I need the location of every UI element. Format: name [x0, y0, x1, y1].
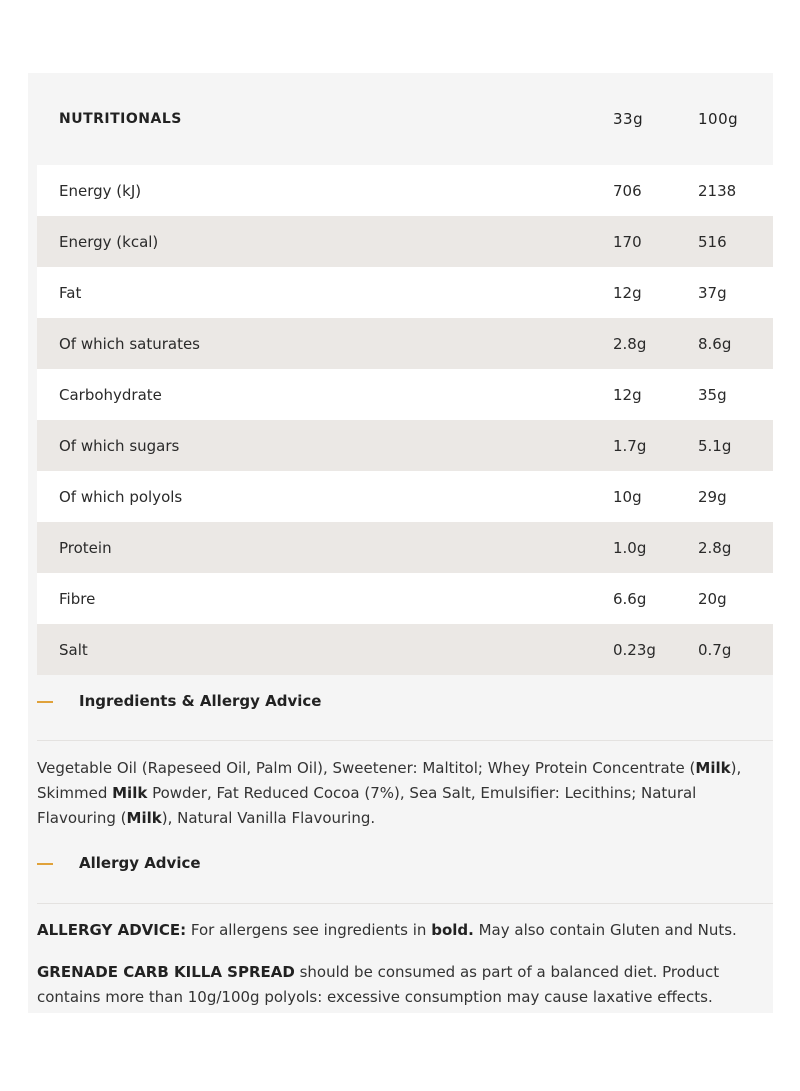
row-per100: 29g	[698, 487, 727, 506]
divider	[37, 740, 773, 741]
row-name: Of which saturates	[59, 334, 200, 353]
row-per100: 2.8g	[698, 538, 732, 557]
row-per100: 35g	[698, 385, 727, 404]
row-name: Of which sugars	[59, 436, 180, 455]
ingredients-accordion-toggle[interactable]	[37, 681, 773, 721]
table-row	[37, 216, 773, 267]
row-per100: 2138	[698, 181, 737, 200]
allergy-accordion-title: Allergy Advice	[79, 854, 201, 872]
consumption-note-text: GRENADE CARB KILLA SPREAD should be consumed as part of a balanced diet. Product contains more than 10g/100g polyols: excessive consumption may cause laxative effects.	[37, 963, 720, 1006]
row-name: Carbohydrate	[59, 385, 162, 404]
row-per100: 20g	[698, 589, 727, 608]
row-per33: 12g	[613, 385, 642, 404]
row-per100: 5.1g	[698, 436, 732, 455]
header-100g: 100g	[698, 110, 739, 128]
row-per100: 37g	[698, 283, 727, 302]
row-per33: 10g	[613, 487, 642, 506]
row-name: Protein	[59, 538, 112, 557]
row-per33: 0.23g	[613, 640, 656, 659]
allergy-advice-text: ALLERGY ADVICE: For allergens see ingredients in bold. May also contain Gluten and Nuts.	[37, 921, 737, 939]
table-row	[37, 471, 773, 522]
row-per100: 8.6g	[698, 334, 732, 353]
table-row	[37, 624, 773, 675]
header-label: NUTRITIONALS	[59, 111, 182, 127]
collapse-minus-icon	[37, 863, 53, 865]
allergy-accordion-toggle[interactable]	[37, 843, 773, 883]
row-name: Salt	[59, 640, 88, 659]
row-per33: 2.8g	[613, 334, 647, 353]
table-row	[37, 522, 773, 573]
row-name: Fibre	[59, 589, 96, 608]
table-row	[37, 573, 773, 624]
row-name: Energy (kJ)	[59, 181, 142, 200]
row-per33: 706	[613, 181, 642, 200]
row-per33: 1.0g	[613, 538, 647, 557]
collapse-minus-icon	[37, 701, 53, 703]
nutrition-panel	[28, 73, 773, 1013]
row-name: Of which polyols	[59, 487, 183, 506]
table-row	[37, 369, 773, 420]
nutrition-table	[37, 73, 773, 675]
row-per100: 516	[698, 232, 727, 251]
ingredients-accordion-title: Ingredients & Allergy Advice	[79, 692, 322, 710]
header-33g: 33g	[613, 110, 644, 128]
row-per100: 0.7g	[698, 640, 732, 659]
table-header	[37, 73, 773, 165]
table-row	[37, 165, 773, 216]
row-per33: 1.7g	[613, 436, 647, 455]
row-per33: 6.6g	[613, 589, 647, 608]
divider	[37, 903, 773, 904]
row-name: Fat	[59, 283, 82, 302]
table-row	[37, 318, 773, 369]
table-row	[37, 420, 773, 471]
table-row	[37, 267, 773, 318]
row-per33: 170	[613, 232, 642, 251]
row-per33: 12g	[613, 283, 642, 302]
row-name: Energy (kcal)	[59, 232, 159, 251]
ingredients-text: Vegetable Oil (Rapeseed Oil, Palm Oil), Sweetener: Maltitol; Whey Protein Concentrate (Milk), Skimmed Milk Powder, Fat Reduced Cocoa (7%), Sea Salt, Emulsifier: Lecithins; Natural Flavouring (Milk), Natural Vanilla Flavouring.	[37, 759, 742, 827]
